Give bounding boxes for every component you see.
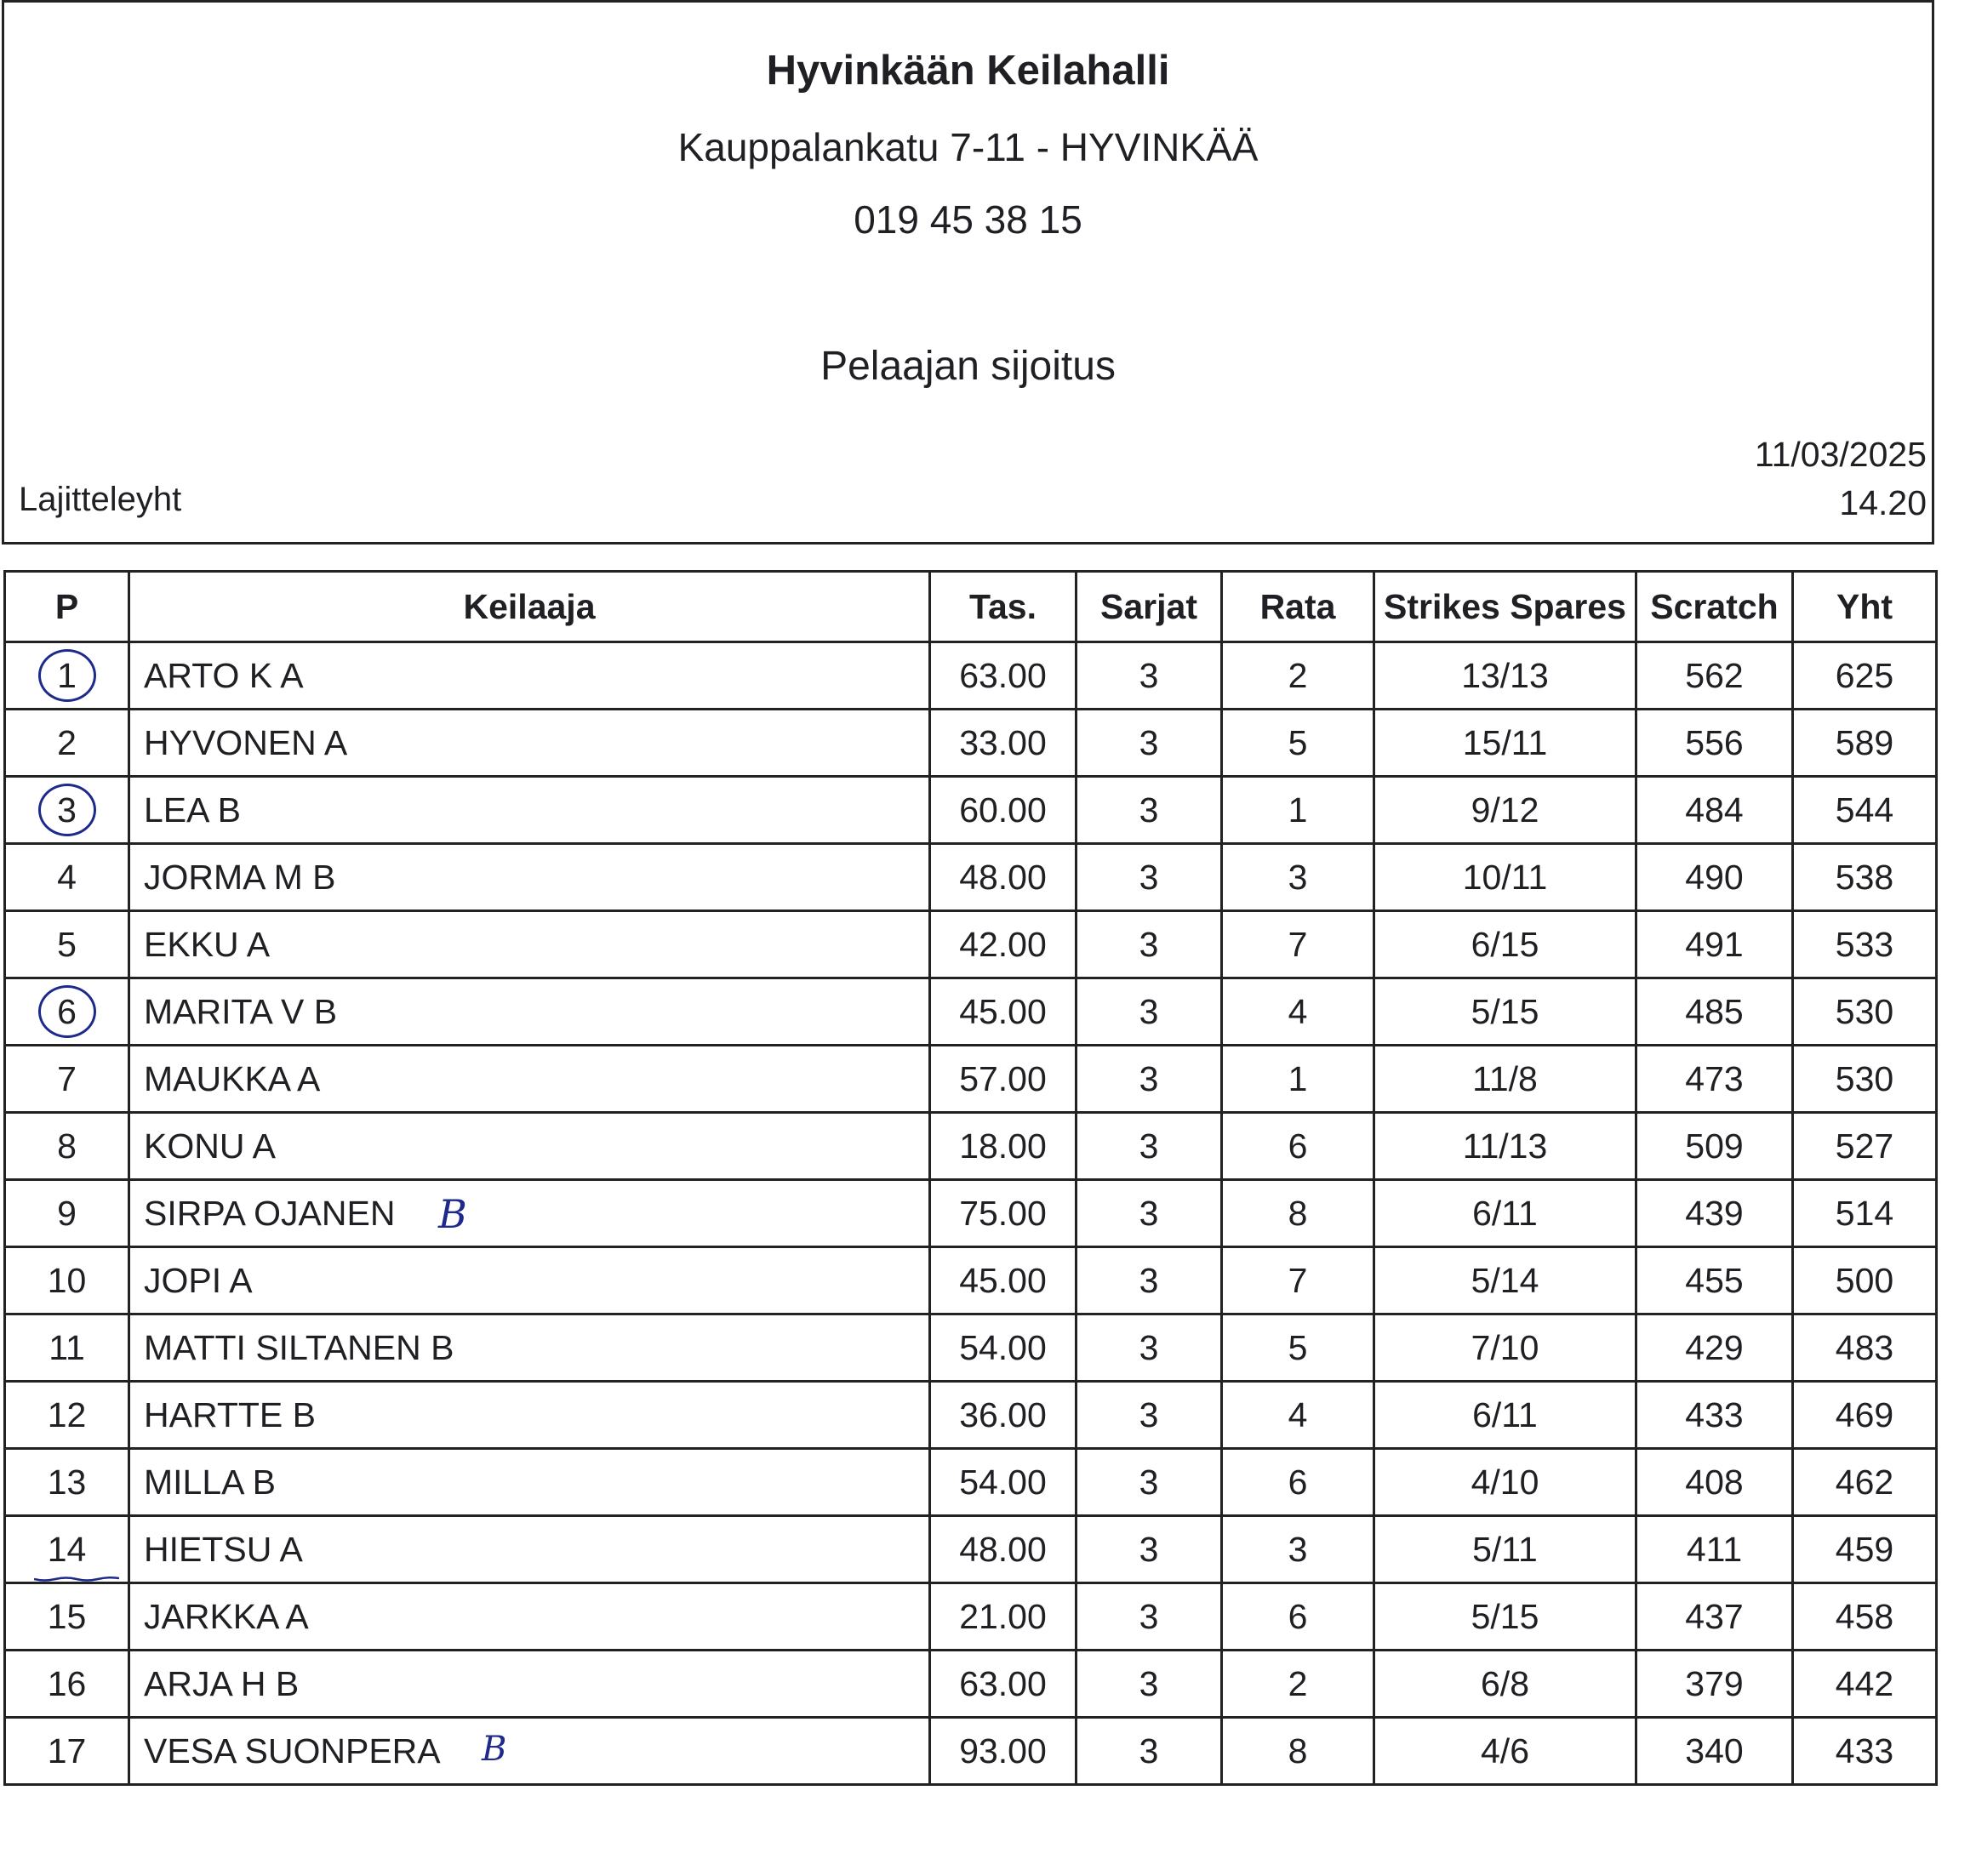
total-cell: 483 — [1793, 1314, 1937, 1382]
table-row — [5, 777, 1937, 844]
rank-cell — [5, 710, 129, 777]
rank-value — [50, 992, 84, 1032]
table-row — [5, 1314, 1937, 1382]
strikes-spares-cell: 15/11 — [1374, 710, 1636, 777]
series-cell: 3 — [1077, 1449, 1222, 1516]
bowler-name: LEA B — [129, 777, 930, 844]
series-cell: 3 — [1077, 1651, 1222, 1718]
lane-cell: 8 — [1222, 1718, 1374, 1785]
scratch-cell: 340 — [1636, 1718, 1793, 1785]
total-cell: 527 — [1793, 1113, 1937, 1180]
scratch-cell: 562 — [1636, 642, 1793, 710]
bowler-name: ARTO K A — [129, 642, 930, 710]
sort-label: Lajitteleyht — [19, 481, 182, 518]
strikes-spares-cell: 5/15 — [1374, 1583, 1636, 1651]
rank-cell — [5, 1314, 129, 1382]
series-cell: 3 — [1077, 1314, 1222, 1382]
rank-number: 2 — [57, 722, 77, 762]
strikes-spares-cell: 10/11 — [1374, 844, 1636, 911]
handicap-cell: 54.00 — [930, 1449, 1077, 1516]
rank-cell — [5, 1516, 129, 1583]
scratch-cell: 485 — [1636, 978, 1793, 1046]
series-cell: 3 — [1077, 1718, 1222, 1785]
rank-number: 1 — [57, 655, 77, 695]
total-cell: 433 — [1793, 1718, 1937, 1785]
rank-number: 12 — [47, 1394, 87, 1434]
handicap-cell: 60.00 — [930, 777, 1077, 844]
rank-cell — [5, 911, 129, 978]
strikes-spares-cell: 5/11 — [1374, 1516, 1636, 1583]
table-row — [5, 710, 1937, 777]
handicap-cell: 48.00 — [930, 844, 1077, 911]
series-cell: 3 — [1077, 777, 1222, 844]
table-row — [5, 642, 1937, 710]
strikes-spares-cell: 4/10 — [1374, 1449, 1636, 1516]
strikes-spares-cell: 5/14 — [1374, 1247, 1636, 1314]
standings-table — [3, 570, 1938, 1786]
pen-circle-mark — [38, 985, 96, 1038]
lane-cell: 3 — [1222, 1516, 1374, 1583]
report-header — [2, 0, 1934, 545]
total-cell: 459 — [1793, 1516, 1937, 1583]
total-cell: 533 — [1793, 911, 1937, 978]
rank-number: 6 — [57, 991, 77, 1031]
rank-cell — [5, 1718, 129, 1785]
rank-value — [50, 858, 84, 898]
rank-cell — [5, 1046, 129, 1113]
rank-cell — [5, 1583, 129, 1651]
column-header-rata: Rata — [1222, 572, 1374, 642]
lane-cell: 4 — [1222, 1382, 1374, 1449]
lane-cell: 4 — [1222, 978, 1374, 1046]
scratch-cell: 556 — [1636, 710, 1793, 777]
column-header-keilaaja: Keilaaja — [129, 572, 930, 642]
series-cell: 3 — [1077, 911, 1222, 978]
scratch-cell: 490 — [1636, 844, 1793, 911]
table-row — [5, 978, 1937, 1046]
rank-value — [50, 723, 84, 763]
series-cell: 3 — [1077, 1516, 1222, 1583]
series-cell: 3 — [1077, 1247, 1222, 1314]
table-row — [5, 1583, 1937, 1651]
rank-value — [48, 1664, 87, 1704]
handicap-cell: 63.00 — [930, 642, 1077, 710]
table-row — [5, 844, 1937, 911]
series-cell: 3 — [1077, 1113, 1222, 1180]
total-cell: 458 — [1793, 1583, 1937, 1651]
lane-cell: 5 — [1222, 1314, 1374, 1382]
handicap-cell: 45.00 — [930, 1247, 1077, 1314]
bowler-name: MARITA V B — [129, 978, 930, 1046]
bowler-name: HYVONEN A — [129, 710, 930, 777]
handicap-cell: 33.00 — [930, 710, 1077, 777]
scratch-cell: 473 — [1636, 1046, 1793, 1113]
strikes-spares-cell: 6/11 — [1374, 1382, 1636, 1449]
rank-cell — [5, 978, 129, 1046]
table-row — [5, 1046, 1937, 1113]
pen-underline-mark — [34, 1575, 119, 1583]
rank-value — [50, 1194, 84, 1234]
table-row — [5, 911, 1937, 978]
total-cell: 530 — [1793, 1046, 1937, 1113]
hall-name: Hyvinkään Keilahalli — [766, 48, 1170, 94]
strikes-spares-cell: 6/11 — [1374, 1180, 1636, 1247]
rank-cell — [5, 1449, 129, 1516]
lane-cell: 1 — [1222, 1046, 1374, 1113]
handicap-cell: 48.00 — [930, 1516, 1077, 1583]
handicap-cell: 63.00 — [930, 1651, 1077, 1718]
strikes-spares-cell: 5/15 — [1374, 978, 1636, 1046]
scratch-cell: 437 — [1636, 1583, 1793, 1651]
strikes-spares-cell: 11/8 — [1374, 1046, 1636, 1113]
rank-number: 7 — [57, 1058, 77, 1098]
total-cell: 538 — [1793, 844, 1937, 911]
handicap-cell: 54.00 — [930, 1314, 1077, 1382]
total-cell: 462 — [1793, 1449, 1937, 1516]
bowler-name: HARTTE B — [129, 1382, 930, 1449]
scratch-cell: 411 — [1636, 1516, 1793, 1583]
bowler-name: MAUKKA A — [129, 1046, 930, 1113]
scratch-cell: 455 — [1636, 1247, 1793, 1314]
strikes-spares-cell: 11/13 — [1374, 1113, 1636, 1180]
rank-number: 4 — [57, 857, 77, 897]
rank-number: 8 — [57, 1126, 77, 1166]
handicap-cell: 75.00 — [930, 1180, 1077, 1247]
rank-cell — [5, 642, 129, 710]
report-title: Pelaajan sijoitus — [820, 344, 1116, 389]
column-header-sarjat: Sarjat — [1077, 572, 1222, 642]
handwritten-note-row-9: B — [438, 1191, 467, 1237]
rank-number: 13 — [47, 1462, 87, 1502]
total-cell: 469 — [1793, 1382, 1937, 1449]
lane-cell: 7 — [1222, 911, 1374, 978]
scratch-cell: 429 — [1636, 1314, 1793, 1382]
table-row — [5, 1718, 1937, 1785]
rank-cell — [5, 1651, 129, 1718]
series-cell: 3 — [1077, 1382, 1222, 1449]
column-header-strikes-spares: Strikes Spares — [1374, 572, 1636, 642]
scratch-cell: 509 — [1636, 1113, 1793, 1180]
series-cell: 3 — [1077, 1046, 1222, 1113]
lane-cell: 5 — [1222, 710, 1374, 777]
rank-cell — [5, 777, 129, 844]
bowler-name: SIRPA OJANEN — [129, 1180, 930, 1247]
column-header-p: P — [5, 572, 129, 642]
series-cell: 3 — [1077, 642, 1222, 710]
report-date: 11/03/2025 — [1754, 435, 1927, 474]
strikes-spares-cell: 9/12 — [1374, 777, 1636, 844]
rank-value — [50, 656, 84, 696]
column-header-yht: Yht — [1793, 572, 1937, 642]
total-cell: 500 — [1793, 1247, 1937, 1314]
lane-cell: 6 — [1222, 1583, 1374, 1651]
rank-cell — [5, 844, 129, 911]
rank-value — [50, 925, 84, 965]
lane-cell: 3 — [1222, 844, 1374, 911]
rank-cell — [5, 1247, 129, 1314]
table-row — [5, 1180, 1937, 1247]
strikes-spares-cell: 6/15 — [1374, 911, 1636, 978]
lane-cell: 6 — [1222, 1449, 1374, 1516]
lane-cell: 2 — [1222, 1651, 1374, 1718]
column-header-tas: Tas. — [930, 572, 1077, 642]
rank-value — [48, 1463, 87, 1503]
handicap-cell: 36.00 — [930, 1382, 1077, 1449]
lane-cell: 7 — [1222, 1247, 1374, 1314]
lane-cell: 2 — [1222, 642, 1374, 710]
rank-value — [50, 790, 84, 830]
strikes-spares-cell: 4/6 — [1374, 1718, 1636, 1785]
bowler-name: MILLA B — [129, 1449, 930, 1516]
hall-phone: 019 45 38 15 — [854, 197, 1082, 242]
rank-value — [48, 1395, 87, 1435]
table-row — [5, 1449, 1937, 1516]
table-row — [5, 1113, 1937, 1180]
rank-cell — [5, 1382, 129, 1449]
hall-address: Kauppalankatu 7-11 - HYVINKÄÄ — [677, 125, 1259, 169]
rank-number: 16 — [47, 1663, 87, 1703]
rank-value — [48, 1597, 87, 1637]
handicap-cell: 57.00 — [930, 1046, 1077, 1113]
strikes-spares-cell: 7/10 — [1374, 1314, 1636, 1382]
strikes-spares-cell: 13/13 — [1374, 642, 1636, 710]
pen-circle-mark — [38, 649, 96, 702]
rank-value — [50, 1126, 84, 1166]
handicap-cell: 42.00 — [930, 911, 1077, 978]
scratch-cell: 408 — [1636, 1449, 1793, 1516]
table-row — [5, 1516, 1937, 1583]
series-cell: 3 — [1077, 978, 1222, 1046]
column-header-scratch: Scratch — [1636, 572, 1793, 642]
rank-value — [50, 1059, 84, 1099]
handicap-cell: 45.00 — [930, 978, 1077, 1046]
table-header-row — [5, 572, 1937, 642]
lane-cell: 8 — [1222, 1180, 1374, 1247]
table-row — [5, 1382, 1937, 1449]
rank-number: 5 — [57, 924, 77, 964]
total-cell: 442 — [1793, 1651, 1937, 1718]
rank-number: 3 — [57, 790, 77, 830]
bowler-name: EKKU A — [129, 911, 930, 978]
rank-number: 10 — [47, 1260, 87, 1300]
rank-cell — [5, 1180, 129, 1247]
series-cell: 3 — [1077, 710, 1222, 777]
lane-cell: 1 — [1222, 777, 1374, 844]
rank-value — [48, 1731, 87, 1771]
bowler-name: VESA SUONPERA — [129, 1718, 930, 1785]
rank-number: 15 — [47, 1596, 87, 1636]
rank-number: 11 — [49, 1327, 85, 1367]
strikes-spares-cell: 6/8 — [1374, 1651, 1636, 1718]
scratch-cell: 484 — [1636, 777, 1793, 844]
table-row — [5, 1247, 1937, 1314]
scratch-cell: 379 — [1636, 1651, 1793, 1718]
table-row — [5, 1651, 1937, 1718]
rank-number: 9 — [57, 1193, 77, 1233]
pen-circle-mark — [38, 784, 96, 836]
standings-body — [5, 642, 1937, 1785]
scratch-cell: 439 — [1636, 1180, 1793, 1247]
rank-value — [48, 1261, 87, 1301]
lane-cell: 6 — [1222, 1113, 1374, 1180]
bowler-name: KONU A — [129, 1113, 930, 1180]
rank-number: 14 — [47, 1529, 87, 1569]
handicap-cell: 18.00 — [930, 1113, 1077, 1180]
bowler-name: JOPI A — [129, 1247, 930, 1314]
series-cell: 3 — [1077, 1180, 1222, 1247]
series-cell: 3 — [1077, 1583, 1222, 1651]
rank-value — [48, 1530, 87, 1570]
handwritten-note-row-17: B — [482, 1730, 507, 1769]
report-time: 14.20 — [1839, 483, 1927, 522]
series-cell: 3 — [1077, 844, 1222, 911]
bowler-name: JORMA M B — [129, 844, 930, 911]
bowler-name: JARKKA A — [129, 1583, 930, 1651]
scratch-cell: 433 — [1636, 1382, 1793, 1449]
bowler-name: HIETSU A — [129, 1516, 930, 1583]
rank-value — [49, 1328, 85, 1368]
total-cell: 530 — [1793, 978, 1937, 1046]
total-cell: 514 — [1793, 1180, 1937, 1247]
total-cell: 544 — [1793, 777, 1937, 844]
handicap-cell: 93.00 — [930, 1718, 1077, 1785]
bowler-name: ARJA H B — [129, 1651, 930, 1718]
handicap-cell: 21.00 — [930, 1583, 1077, 1651]
bowler-name: MATTI SILTANEN B — [129, 1314, 930, 1382]
scratch-cell: 491 — [1636, 911, 1793, 978]
total-cell: 589 — [1793, 710, 1937, 777]
rank-cell — [5, 1113, 129, 1180]
total-cell: 625 — [1793, 642, 1937, 710]
rank-number: 17 — [47, 1731, 87, 1771]
